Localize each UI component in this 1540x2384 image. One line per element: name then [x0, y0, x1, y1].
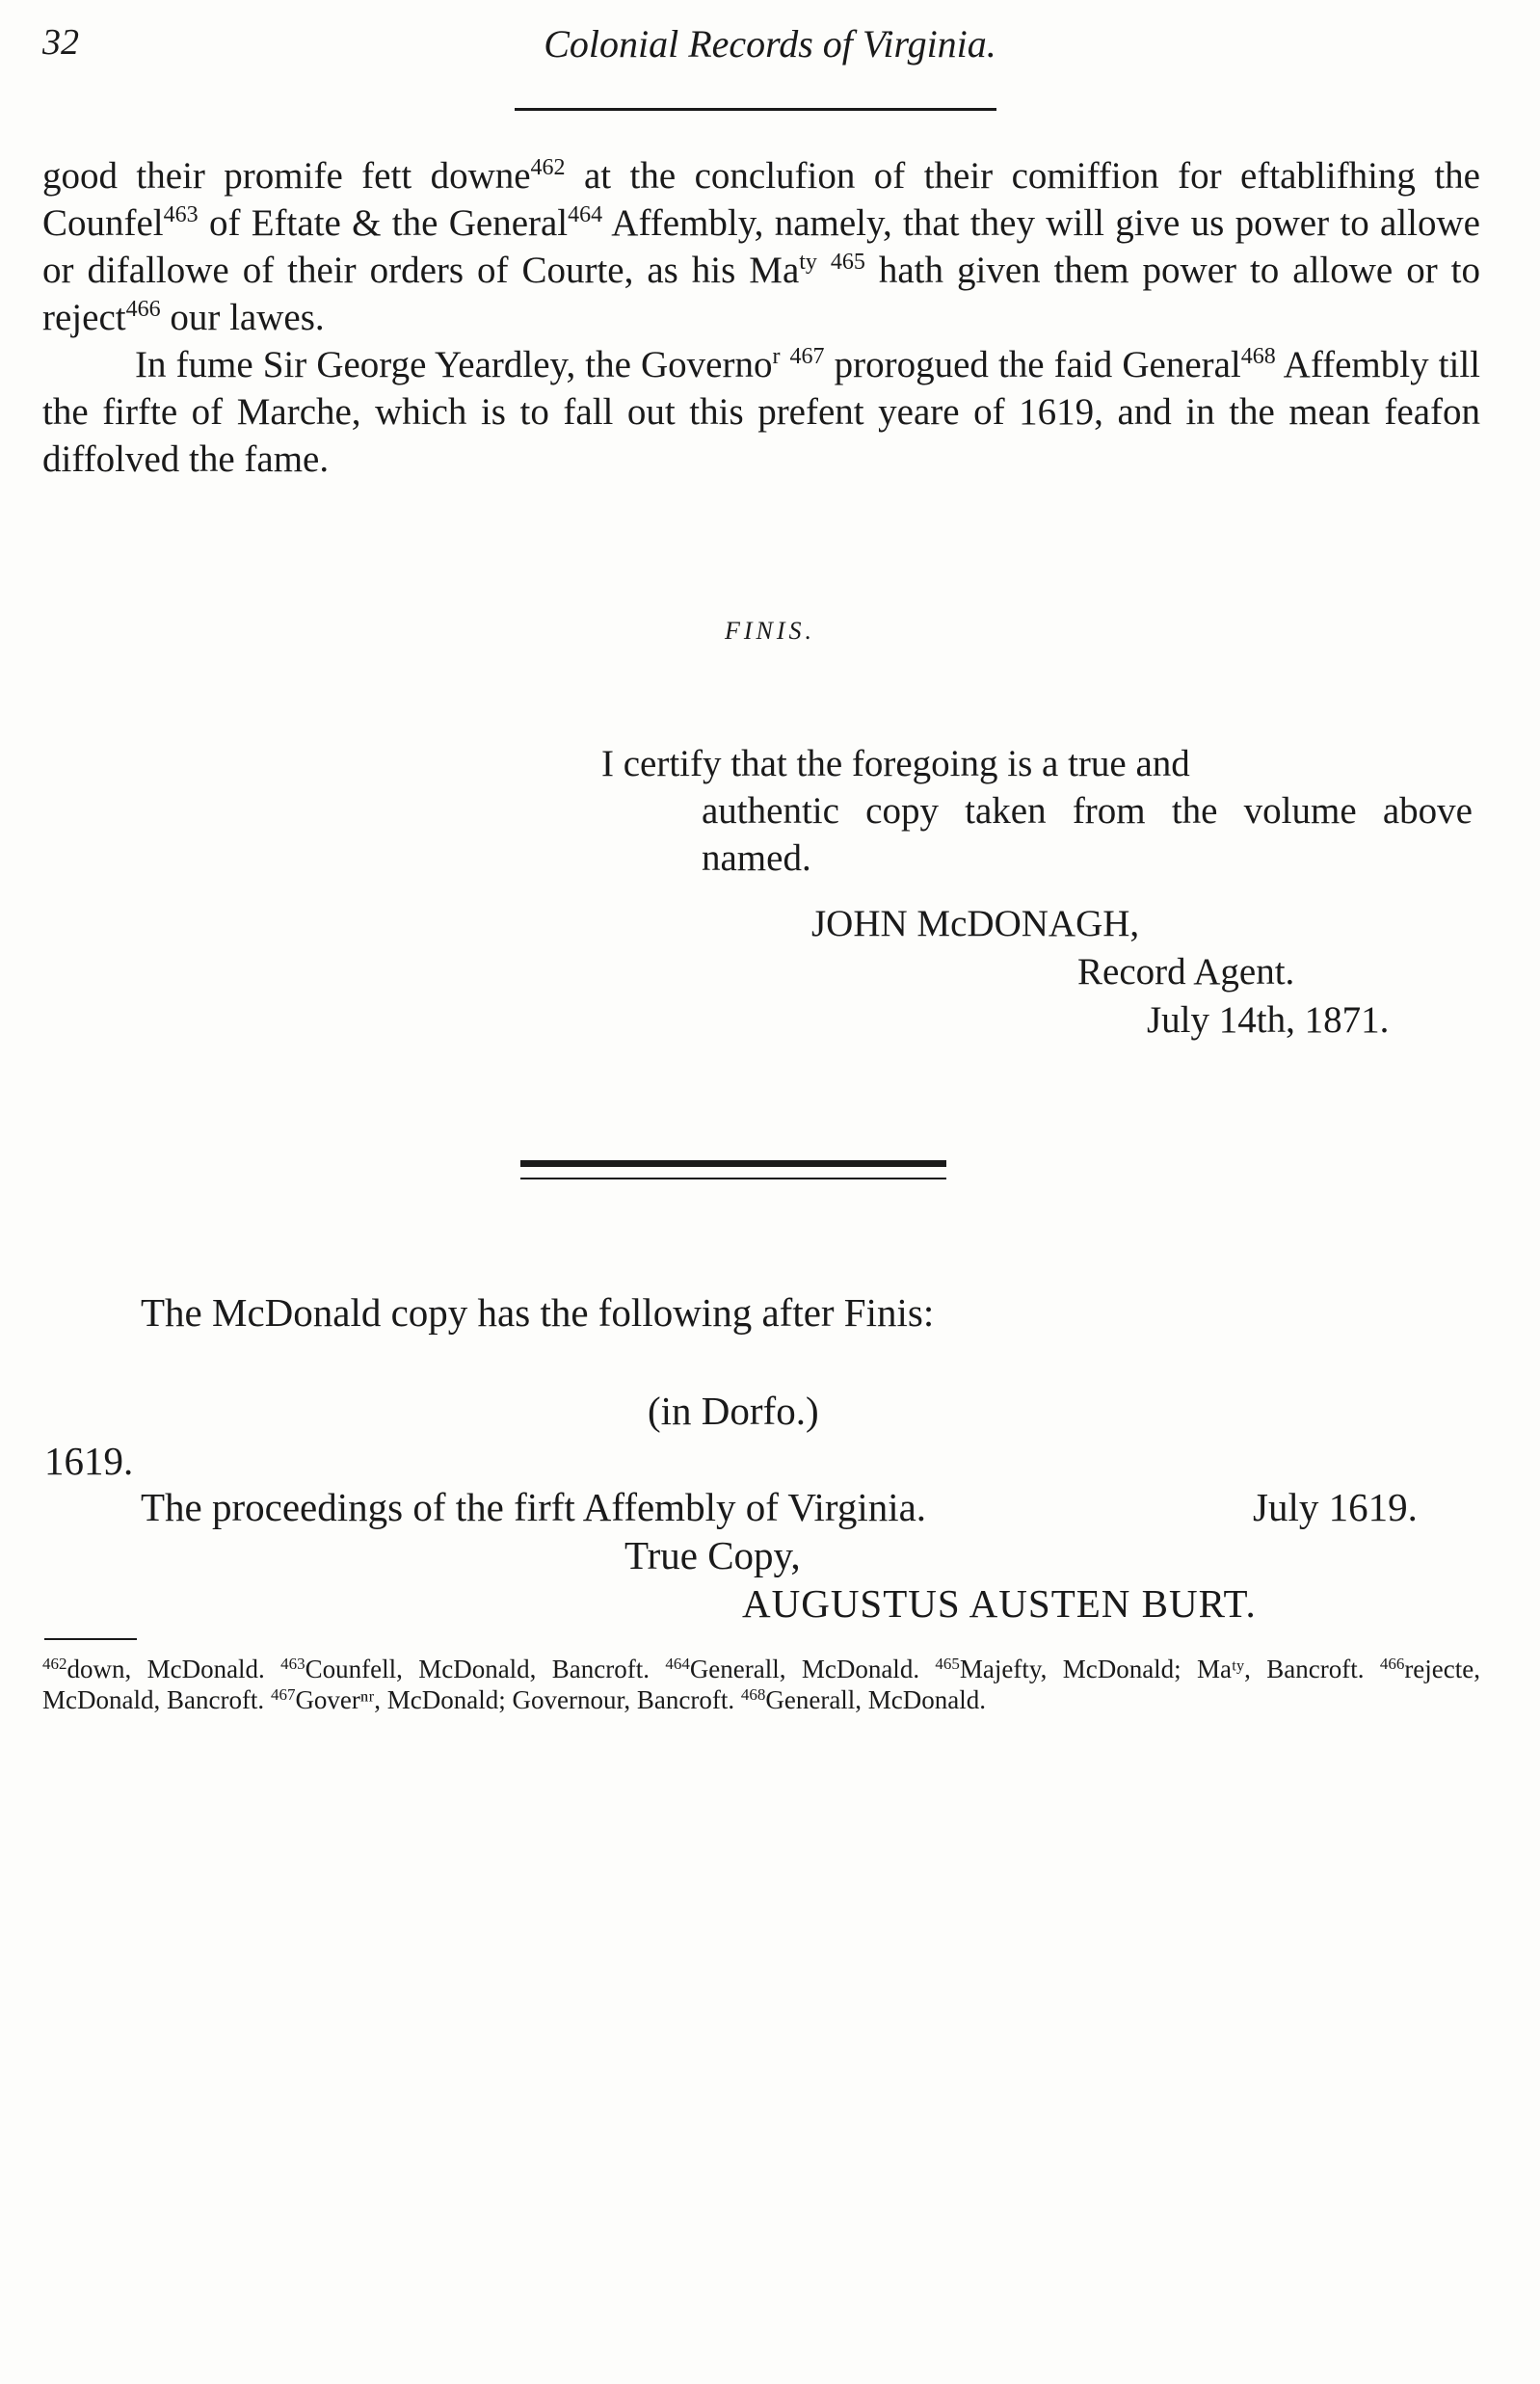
- header-rule: [515, 108, 996, 111]
- footnote-text: Generall, McDonald.: [689, 1655, 936, 1683]
- footnote-ref: 462: [530, 155, 566, 180]
- footnote-ref: 466: [125, 297, 161, 322]
- footnote-text: Goverⁿʳ, McDonald; Governour, Bancroft.: [295, 1685, 741, 1714]
- superscript: r: [772, 344, 781, 369]
- text-run: hath given them power to allowe or to reject: [42, 250, 1480, 338]
- paragraph-2: [42, 341, 1480, 483]
- text-run: good their promife fett downe: [42, 155, 531, 197]
- footnotes: [42, 1654, 1480, 1715]
- footnote-text: Generall, McDonald.: [765, 1685, 987, 1714]
- certificate-role: Record Agent.: [1077, 951, 1295, 993]
- footnote-rule: [44, 1638, 137, 1640]
- certificate-text: [601, 740, 1473, 882]
- copy-signer: AUGUSTUS AUSTEN BURT.: [742, 1581, 1257, 1626]
- section-rule-thick: [520, 1160, 946, 1167]
- proceedings-date: July 1619.: [1253, 1485, 1418, 1529]
- footnote-ref: 465: [830, 250, 865, 275]
- footnote: [42, 1655, 280, 1683]
- text-run: prorogued the faid General: [824, 344, 1241, 385]
- footnote: [665, 1655, 935, 1683]
- certificate-date: July 14th, 1871.: [1147, 999, 1390, 1041]
- page-number: 32: [42, 22, 79, 63]
- footnote: [271, 1685, 741, 1714]
- footnote-number: 462: [42, 1655, 67, 1673]
- true-copy-label: True Copy,: [624, 1533, 801, 1577]
- text-run: In fume Sir George Yeardley, the Governo: [135, 344, 773, 385]
- section-rule-thin: [520, 1178, 946, 1179]
- paragraph-1: [42, 152, 1480, 341]
- body-text: [42, 152, 1480, 483]
- footnote-ref: 468: [1240, 344, 1276, 369]
- finis-heading: FINIS.: [724, 617, 816, 645]
- dorso-year: 1619.: [44, 1439, 134, 1483]
- dorso-label: (in Dorfo.): [648, 1389, 819, 1433]
- footnote-text: Counfell, McDonald, Bancroft.: [305, 1655, 666, 1683]
- certificate-signer: JOHN McDONAGH,: [811, 903, 1140, 944]
- footnote-number: 465: [935, 1655, 960, 1673]
- superscript: ty: [799, 250, 817, 275]
- footnote: [280, 1655, 665, 1683]
- running-title: Colonial Records of Virginia.: [544, 22, 996, 66]
- footnote: [741, 1685, 986, 1714]
- footnote-text: rejecte, McDonald, Bancroft.: [42, 1655, 1480, 1714]
- text-run: at the conclufion of their comiffion for eftablifhing the Counfel: [42, 155, 1480, 244]
- mcdonald-note: The McDonald copy has the following after Finis:: [141, 1290, 935, 1335]
- certificate-line-1: I certify that the foregoing is a true and: [601, 743, 1190, 784]
- footnote-number: 468: [740, 1685, 766, 1704]
- footnote: [935, 1655, 1379, 1683]
- footnote-text: down, McDonald.: [66, 1655, 281, 1683]
- certificate-line-2: authentic copy taken from the volume above named.: [702, 790, 1473, 879]
- footnote-ref: 463: [163, 202, 199, 227]
- footnote-ref: 464: [568, 202, 603, 227]
- footnote-number: 463: [280, 1655, 305, 1673]
- footnote-number: 467: [270, 1685, 296, 1704]
- footnote-number: 466: [1379, 1655, 1405, 1673]
- footnote-ref: 467: [789, 344, 825, 369]
- text-run: our lawes.: [160, 297, 325, 338]
- footnote-number: 464: [665, 1655, 690, 1673]
- text-run: Affembly till the firfte of Marche, which is to fall out this prefent yeare of 1619, and in the mean feafon diffolved the fame.: [42, 344, 1480, 480]
- proceedings-title: The proceedings of the firft Affembly of Virginia.: [141, 1485, 927, 1529]
- text-run: Affembly, namely, that they will give us power to allowe or difallowe of their orders of Courte, as his Ma: [42, 202, 1480, 291]
- footnote-text: Majefty, McDonald; Maᵗʸ, Bancroft.: [959, 1655, 1380, 1683]
- text-run: of Eftate & the General: [198, 202, 569, 244]
